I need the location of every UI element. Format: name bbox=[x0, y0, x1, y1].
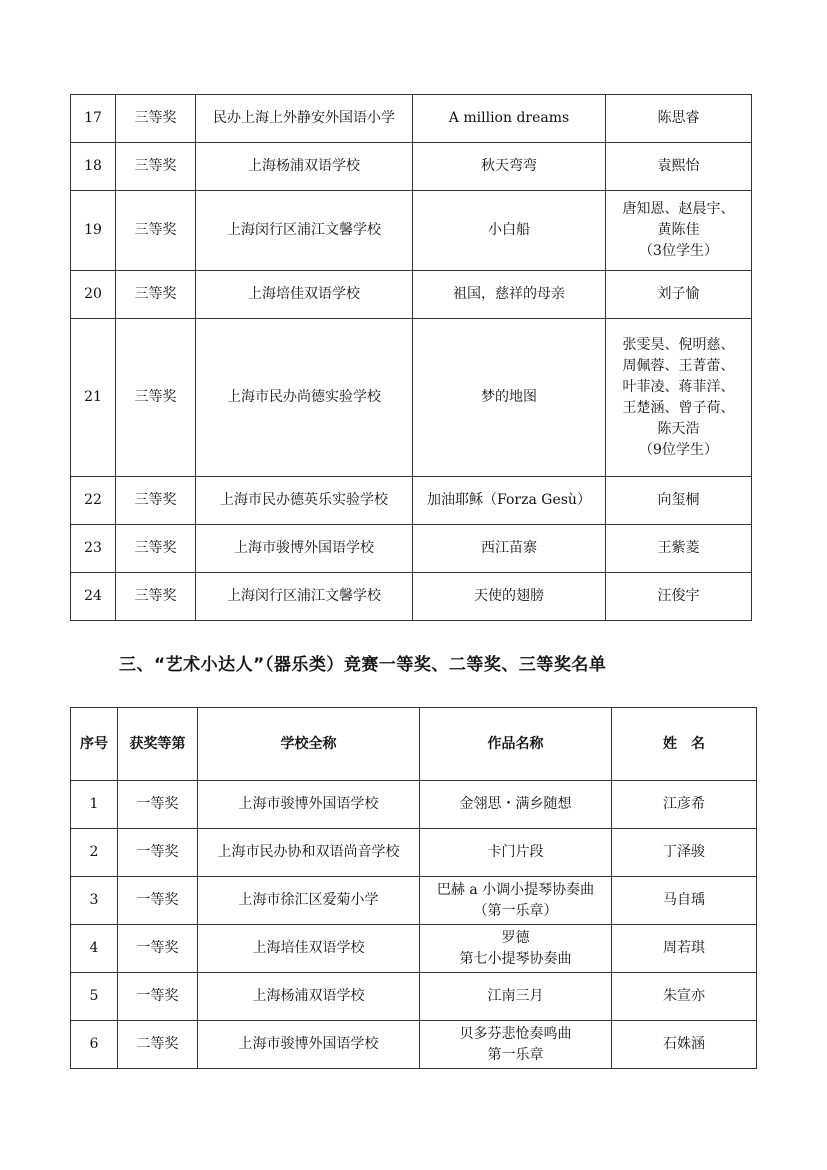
school-name-cell: 上海市骏博外国语学校 bbox=[198, 781, 420, 829]
student-name-line: 江彦希 bbox=[663, 796, 705, 812]
table-row bbox=[71, 573, 752, 621]
student-name-line: 王紫菱 bbox=[657, 540, 700, 556]
award-level-cell: 三等奖 bbox=[116, 271, 196, 319]
work-title-line: 祖国，慈祥的母亲 bbox=[453, 286, 565, 302]
work-title-line: A million dreams bbox=[448, 110, 570, 126]
school-name-cell: 上海市民办德英乐实验学校 bbox=[196, 477, 413, 525]
work-title-line: 第一乐章 bbox=[487, 1046, 544, 1063]
student-name-line: 王楚涵、曾子荷、 bbox=[622, 399, 735, 416]
work-title-line: 卡门片段 bbox=[487, 844, 544, 860]
award-level-cell: 三等奖 bbox=[116, 573, 196, 621]
work-title-line: （第一乐章） bbox=[473, 902, 558, 919]
award-table-instrumental bbox=[70, 707, 757, 1069]
serial-number-cell: 24 bbox=[71, 573, 116, 621]
student-name-cell bbox=[612, 925, 757, 973]
student-name-line: 丁泽骏 bbox=[663, 844, 705, 860]
school-name-cell: 上海市骏博外国语学校 bbox=[196, 525, 413, 573]
serial-number-cell: 4 bbox=[71, 925, 118, 973]
student-name-cell bbox=[606, 525, 752, 573]
work-title-line: 天使的翅膀 bbox=[474, 588, 544, 604]
student-name-line: 张雯昊、倪明慈、 bbox=[622, 336, 735, 353]
work-title-line: 江南三月 bbox=[487, 988, 544, 1004]
award-level-cell: 二等奖 bbox=[118, 1021, 198, 1069]
award-level-cell: 三等奖 bbox=[116, 477, 196, 525]
award-level-cell: 一等奖 bbox=[118, 925, 198, 973]
serial-number-cell: 5 bbox=[71, 973, 118, 1021]
serial-number-cell: 3 bbox=[71, 877, 118, 925]
serial-number-cell: 22 bbox=[71, 477, 116, 525]
header-school-name: 学校全称 bbox=[198, 708, 420, 781]
school-name-cell: 上海培佳双语学校 bbox=[198, 925, 420, 973]
table-header-row bbox=[71, 708, 757, 781]
header-serial-number: 序号 bbox=[71, 708, 118, 781]
award-level-cell: 三等奖 bbox=[116, 143, 196, 191]
student-name-cell bbox=[612, 973, 757, 1021]
work-title-cell bbox=[413, 143, 606, 191]
school-name-cell: 上海闵行区浦江文馨学校 bbox=[196, 191, 413, 271]
student-name-cell bbox=[612, 1021, 757, 1069]
award-level-cell: 一等奖 bbox=[118, 877, 198, 925]
school-name-cell: 上海市民办尚德实验学校 bbox=[196, 319, 413, 477]
table-row bbox=[71, 319, 752, 477]
student-name-line: 叶菲凌、蒋菲洋、 bbox=[622, 378, 735, 395]
work-title-line: 第七小提琴协奏曲 bbox=[459, 950, 572, 967]
student-name-cell bbox=[606, 477, 752, 525]
work-title-line: 西江苗寨 bbox=[481, 540, 537, 556]
student-name-cell bbox=[606, 95, 752, 143]
award-level-cell: 三等奖 bbox=[116, 319, 196, 477]
work-title-cell bbox=[413, 319, 606, 477]
student-name-line: 朱宣亦 bbox=[663, 988, 705, 1004]
table-row bbox=[71, 781, 757, 829]
award-level-cell: 三等奖 bbox=[116, 95, 196, 143]
serial-number-cell: 1 bbox=[71, 781, 118, 829]
serial-number-cell: 23 bbox=[71, 525, 116, 573]
work-title-cell bbox=[420, 973, 612, 1021]
school-name-cell: 民办上海上外静安外国语小学 bbox=[196, 95, 413, 143]
work-title-cell bbox=[420, 781, 612, 829]
award-level-cell: 一等奖 bbox=[118, 829, 198, 877]
serial-number-cell: 18 bbox=[71, 143, 116, 191]
serial-number-cell: 19 bbox=[71, 191, 116, 271]
student-name-line: 周佩蓉、王菁蕾、 bbox=[622, 357, 735, 374]
school-name-cell: 上海杨浦双语学校 bbox=[198, 973, 420, 1021]
student-name-line: 陈天浩 bbox=[657, 420, 700, 437]
work-title-line: 巴赫 a 小调小提琴协奏曲 bbox=[436, 881, 595, 898]
work-title-cell bbox=[413, 573, 606, 621]
table-row bbox=[71, 95, 752, 143]
serial-number-cell: 6 bbox=[71, 1021, 118, 1069]
student-name-cell bbox=[612, 829, 757, 877]
school-name-cell: 上海杨浦双语学校 bbox=[196, 143, 413, 191]
work-title-cell bbox=[420, 877, 612, 925]
school-name-cell: 上海市徐汇区爱菊小学 bbox=[198, 877, 420, 925]
work-title-cell bbox=[413, 95, 606, 143]
student-name-line: 马自瑀 bbox=[663, 892, 705, 908]
student-name-line: 袁熙怡 bbox=[657, 158, 700, 174]
serial-number-cell: 21 bbox=[71, 319, 116, 477]
serial-number-cell: 17 bbox=[71, 95, 116, 143]
student-name-cell bbox=[612, 781, 757, 829]
work-title-cell bbox=[420, 1021, 612, 1069]
student-name-cell bbox=[606, 319, 752, 477]
work-title-cell bbox=[413, 525, 606, 573]
work-title-cell bbox=[413, 477, 606, 525]
student-name-line: 石姝涵 bbox=[663, 1036, 705, 1052]
award-table-vocal-continued bbox=[70, 94, 752, 621]
table-row bbox=[71, 877, 757, 925]
header-student-name: 姓 名 bbox=[612, 708, 757, 781]
student-name-cell bbox=[606, 271, 752, 319]
serial-number-cell: 20 bbox=[71, 271, 116, 319]
student-name-line: 周若琪 bbox=[663, 940, 705, 956]
school-name-cell: 上海市民办协和双语尚音学校 bbox=[198, 829, 420, 877]
table-row bbox=[71, 829, 757, 877]
table-row bbox=[71, 925, 757, 973]
serial-number-cell: 2 bbox=[71, 829, 118, 877]
table-row bbox=[71, 143, 752, 191]
table-row bbox=[71, 1021, 757, 1069]
student-name-line: （9位学生） bbox=[639, 441, 718, 458]
header-work-title: 作品名称 bbox=[420, 708, 612, 781]
work-title-cell bbox=[420, 829, 612, 877]
section-heading: 三、“艺术小达人”（器乐类）竞赛一等奖、二等奖、三等奖名单 bbox=[119, 655, 607, 675]
student-name-line: （3位学生） bbox=[639, 243, 718, 259]
award-level-cell: 三等奖 bbox=[116, 191, 196, 271]
table-row bbox=[71, 191, 752, 271]
school-name-cell: 上海培佳双语学校 bbox=[196, 271, 413, 319]
student-name-line: 唐知恩、赵晨宇、 bbox=[622, 201, 735, 217]
award-table-body bbox=[71, 781, 757, 1069]
student-name-cell bbox=[606, 573, 752, 621]
student-name-line: 黄陈佳 bbox=[657, 222, 700, 238]
work-title-line: 金翎思・满乡随想 bbox=[459, 796, 572, 812]
work-title-cell bbox=[420, 925, 612, 973]
work-title-cell bbox=[413, 191, 606, 271]
student-name-cell bbox=[612, 877, 757, 925]
student-name-cell bbox=[606, 143, 752, 191]
work-title-line: 贝多芬悲怆奏鸣曲 bbox=[459, 1025, 572, 1042]
work-title-line: 秋天弯弯 bbox=[481, 158, 537, 174]
school-name-cell: 上海闵行区浦江文馨学校 bbox=[196, 573, 413, 621]
work-title-line: 小白船 bbox=[488, 222, 530, 238]
table-row bbox=[71, 525, 752, 573]
table-row bbox=[71, 973, 757, 1021]
table-row bbox=[71, 271, 752, 319]
header-award-level: 获奖等第 bbox=[118, 708, 198, 781]
work-title-line: 罗德 bbox=[501, 929, 530, 946]
award-level-cell: 一等奖 bbox=[118, 973, 198, 1021]
student-name-line: 汪俊宇 bbox=[657, 588, 700, 604]
award-level-cell: 三等奖 bbox=[116, 525, 196, 573]
student-name-line: 陈思睿 bbox=[657, 110, 700, 126]
award-table-body bbox=[71, 95, 752, 621]
student-name-line: 刘子愉 bbox=[657, 286, 700, 302]
student-name-line: 向玺桐 bbox=[657, 492, 700, 508]
work-title-line: 梦的地图 bbox=[481, 389, 537, 405]
work-title-line: 加油耶稣（Forza Gesù） bbox=[427, 492, 591, 508]
work-title-cell bbox=[413, 271, 606, 319]
table-row bbox=[71, 477, 752, 525]
award-level-cell: 一等奖 bbox=[118, 781, 198, 829]
student-name-cell bbox=[606, 191, 752, 271]
school-name-cell: 上海市骏博外国语学校 bbox=[198, 1021, 420, 1069]
